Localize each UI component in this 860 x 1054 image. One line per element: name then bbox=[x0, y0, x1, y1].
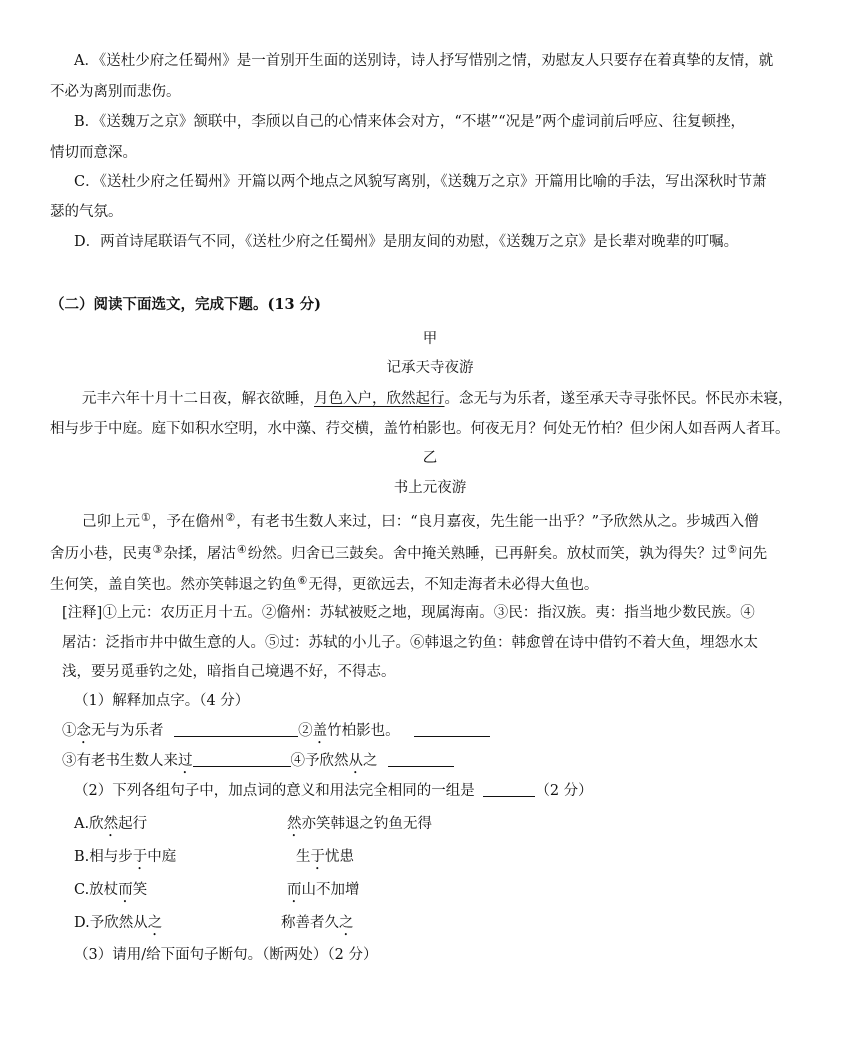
passage-yi-text: 己卯上元 bbox=[82, 514, 140, 530]
section2-heading: （二）阅读下面选文，完成下题。(13 分) bbox=[50, 296, 321, 313]
passage-yi-text: ，有老书生数人来过，曰：“良月嘉夜，先生能一出乎？”予欣然从之。步城西入僧 bbox=[236, 514, 759, 530]
dotted-char: 而 bbox=[287, 882, 302, 898]
dotted-char: 而 bbox=[118, 882, 133, 898]
item-text: 竹柏影也。 bbox=[327, 723, 400, 739]
option-a-line2: 不必为离别而悲伤。 bbox=[50, 84, 181, 100]
q1-stem: （1）解释加点字。（4 分） bbox=[74, 693, 250, 709]
item-text: ④予欣然 bbox=[290, 753, 349, 769]
option-text: A.欣 bbox=[74, 816, 104, 832]
q2-score: （2 分） bbox=[535, 783, 593, 799]
q2-option-c-right bbox=[287, 880, 360, 906]
dotted-char: 念 bbox=[76, 723, 91, 739]
option-text: 山不加增 bbox=[301, 882, 360, 898]
passage-yi-text: 问先 bbox=[738, 546, 768, 562]
passage-jia-line1 bbox=[82, 389, 793, 409]
option-text: C.放杖 bbox=[74, 882, 119, 898]
dotted-char: 之 bbox=[339, 915, 354, 931]
option-text: 笑 bbox=[132, 882, 148, 898]
footnote-marker: ⑥ bbox=[297, 574, 308, 587]
option-d-line1: D．两首诗尾联语气不同，《送杜少府之任蜀州》是朋友间的劝慰，《送魏万之京》是长辈对晚辈的叮嘱。 bbox=[74, 234, 739, 250]
q2-option-d-right bbox=[281, 913, 354, 939]
footnote-marker: ① bbox=[141, 511, 151, 524]
option-text: 称善者久 bbox=[281, 915, 339, 931]
notes-line1: [注释]①上元：农历正月十五。②儋州：苏轼被贬之地，现属海南。③民：指汉族。夷：指当地少数民族。④ bbox=[62, 605, 755, 621]
answer-blank[interactable] bbox=[174, 722, 298, 737]
passage-yi-text: 杂揉，屠沽 bbox=[163, 546, 236, 562]
passage-yi-label: 乙 bbox=[422, 450, 438, 466]
option-text: 中庭 bbox=[147, 849, 177, 865]
answer-blank[interactable] bbox=[388, 752, 454, 767]
q2-option-a-left bbox=[74, 814, 147, 840]
q2-stem-text: （2）下列各组句子中，加点词的意义和用法完全相同的一组是 bbox=[74, 783, 475, 799]
passage-yi-title: 书上元夜游 bbox=[393, 480, 467, 496]
footnote-marker: ⑤ bbox=[727, 543, 738, 556]
passage-jia-line2: 相与步于中庭。庭下如积水空明，水中藻、荇交横，盖竹柏影也。何夜无月？何处无竹柏？但少闲人如吾两人者耳。 bbox=[50, 421, 790, 437]
option-c-line1: C．《送杜少府之任蜀州》开篇以两个地点之风貌写离别，《送魏万之京》开篇用比喻的手法，写出深秋时节萧 bbox=[74, 174, 767, 190]
footnote-marker: ④ bbox=[236, 543, 247, 556]
q2-option-d-left bbox=[74, 913, 162, 939]
option-b-line2: 情切而意深。 bbox=[50, 145, 137, 161]
item-number: ① bbox=[62, 723, 77, 739]
item-text: ③有老书生数人来 bbox=[62, 753, 178, 769]
item-number: ② bbox=[298, 723, 313, 739]
notes-line2: 屠沽：泛指市井中做生意的人。⑤过：苏轼的小儿子。⑥韩退之钓鱼：韩愈曾在诗中借钓不着大鱼，埋怨水太 bbox=[62, 635, 758, 651]
dotted-char: 过 bbox=[178, 753, 193, 769]
passage-jia-title: 记承天寺夜游 bbox=[386, 360, 474, 376]
dotted-char: 盖 bbox=[312, 723, 328, 739]
q3-stem: （3）请用/给下面句子断句。（断两处）（2 分） bbox=[74, 947, 378, 963]
option-text: B.相与步 bbox=[74, 849, 133, 865]
q2-option-b-right bbox=[296, 847, 354, 873]
passage-yi-text: 无得，更欲远去，不知走海者未必得大鱼也。 bbox=[308, 577, 599, 593]
passage-yi-line1 bbox=[82, 508, 759, 532]
passage-jia-text: 。念无与为乐者，遂至承天寺寻张怀民。怀民亦未寝， bbox=[444, 391, 793, 407]
q2-option-a-right bbox=[287, 814, 432, 840]
option-text: 生 bbox=[296, 849, 311, 865]
passage-yi-text: 舍历小巷，民夷 bbox=[50, 546, 152, 562]
option-text: D.予欣然从 bbox=[74, 915, 148, 931]
underlined-sentence: 月色入户，欣然起行 bbox=[314, 391, 445, 407]
answer-blank[interactable] bbox=[483, 782, 535, 797]
passage-yi-text: 生何笑，盖自笑也。然亦笑韩退之钓鱼 bbox=[50, 577, 297, 593]
dotted-char: 然 bbox=[287, 816, 302, 832]
answer-blank[interactable] bbox=[193, 752, 291, 767]
dotted-char: 于 bbox=[132, 849, 148, 865]
q2-stem bbox=[74, 781, 593, 801]
item-text: 之 bbox=[363, 753, 378, 769]
dotted-char: 于 bbox=[310, 849, 325, 865]
footnote-marker: ② bbox=[225, 511, 236, 524]
option-text: 亦笑韩退之钓鱼无得 bbox=[301, 816, 432, 832]
passage-jia-label: 甲 bbox=[422, 331, 438, 347]
dotted-char: 从 bbox=[348, 753, 363, 769]
q1-row2 bbox=[62, 751, 454, 777]
option-text: 起行 bbox=[118, 816, 148, 832]
q2-option-b-left bbox=[74, 847, 176, 873]
option-c-line2: 瑟的气氛。 bbox=[50, 204, 123, 220]
option-b-line1: B．《送魏万之京》颔联中，李颀以自己的心情来体会对方，“不堪”“况是”两个虚词前后呼应、往复顿挫， bbox=[74, 114, 746, 130]
passage-yi-text: ，予在儋州 bbox=[151, 514, 225, 530]
dotted-char: 之 bbox=[147, 915, 163, 931]
passage-jia-text: 元丰六年十月十二日夜，解衣欲睡， bbox=[82, 391, 314, 407]
option-a-line1: A．《送杜少府之任蜀州》是一首别开生面的送别诗，诗人抒写惜别之情，劝慰友人只要存在着真挚的友情，就 bbox=[74, 53, 774, 69]
dotted-char: 然 bbox=[103, 816, 119, 832]
q2-option-c-left bbox=[74, 880, 147, 906]
item-text: 无与为乐者 bbox=[91, 723, 164, 739]
footnote-marker: ③ bbox=[152, 543, 163, 556]
passage-yi-line3 bbox=[50, 571, 598, 595]
answer-blank[interactable] bbox=[414, 722, 490, 737]
option-text: 忧患 bbox=[325, 849, 354, 865]
q1-row1 bbox=[62, 721, 490, 747]
passage-yi-line2 bbox=[50, 540, 767, 564]
notes-line3: 浅，要另觅垂钓之处，暗指自己境遇不好，不得志。 bbox=[62, 664, 396, 680]
passage-yi-text: 纷然。归舍已三鼓矣。舍中掩关熟睡，已再鼾矣。放杖而笑，孰为得失？过 bbox=[247, 546, 727, 562]
